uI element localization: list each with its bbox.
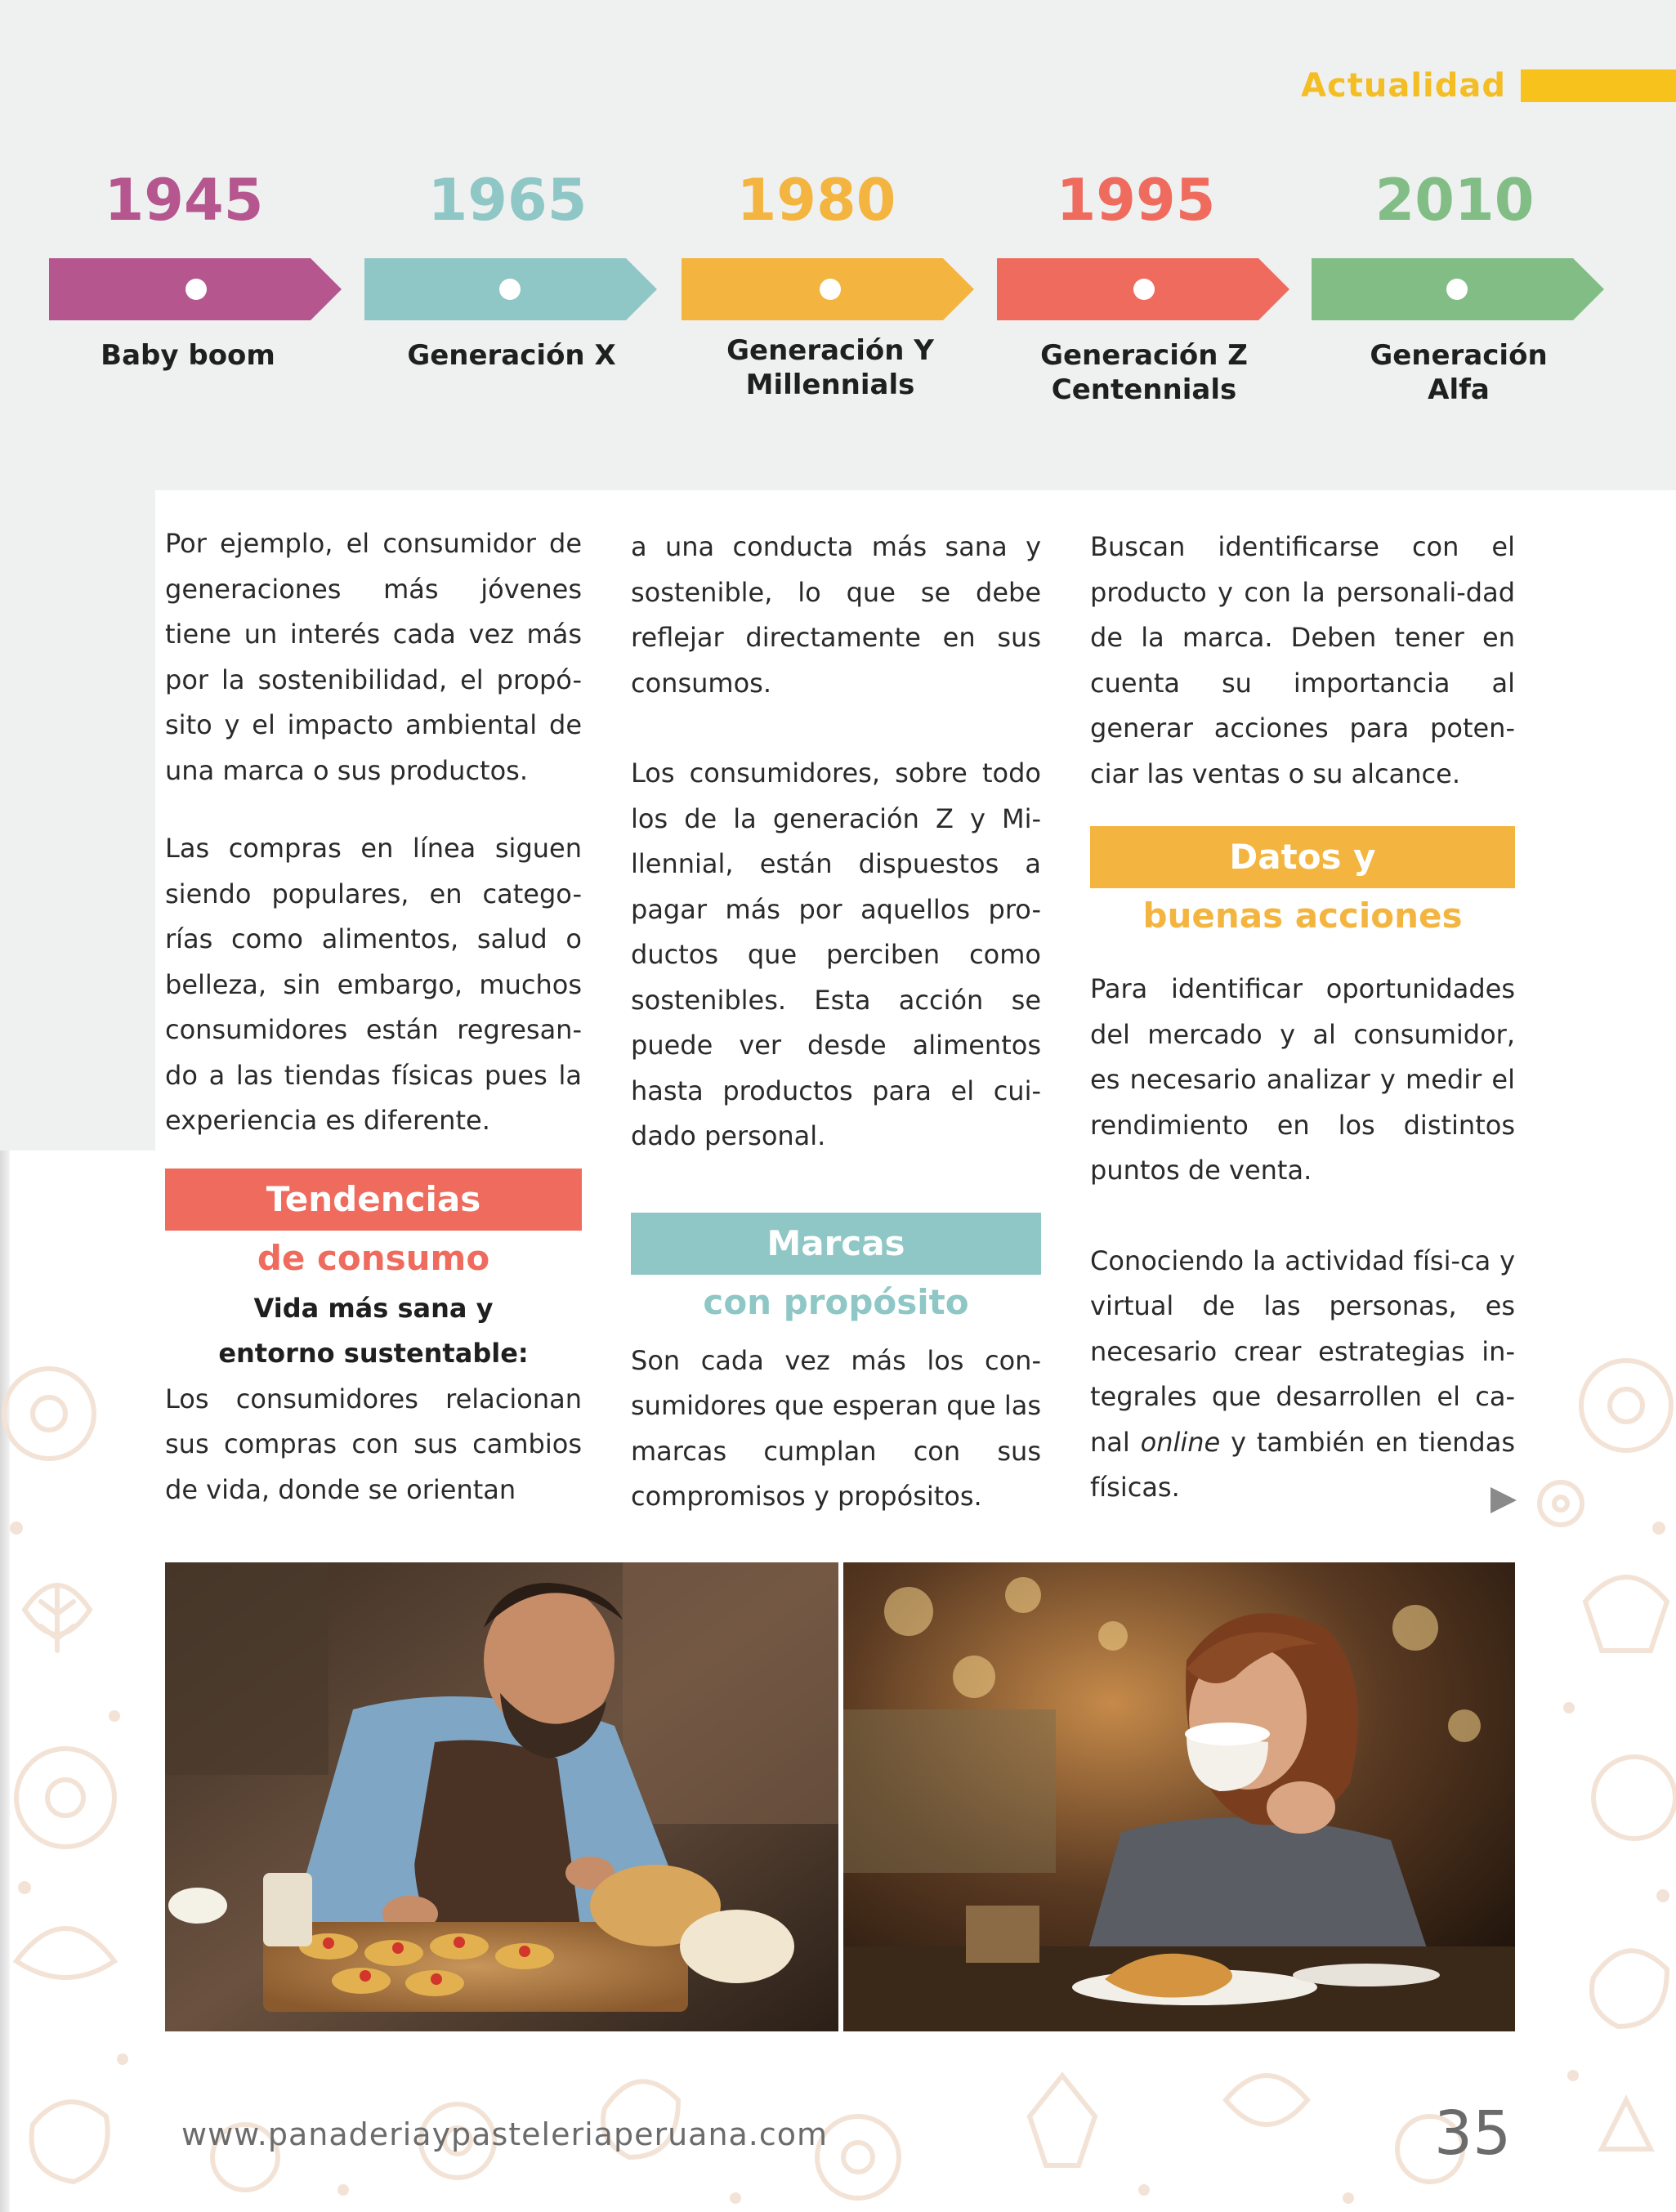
photo-woman-drinking-coffee (843, 1562, 1515, 2031)
heading-top: Tendencias (165, 1169, 582, 1231)
timeline-label: Generación Alfa (1370, 339, 1548, 406)
timeline-year: 1980 (736, 167, 896, 234)
text-column-1 (165, 521, 582, 1513)
side-panel (0, 490, 155, 1151)
paragraph: Por ejemplo, el consumidor de generaciones más jóvenes tiene un interés cada vez más por la sostenibilidad, el propó-sito y el impacto ambiental de una marca o sus productos. (165, 528, 582, 786)
heading-marcas-con-proposito (631, 1213, 1041, 1330)
timeline-arrow (682, 258, 976, 320)
timeline-year: 1995 (1056, 167, 1216, 234)
heading-tendencias-de-consumo (165, 1169, 582, 1286)
timeline-year: 2010 (1374, 167, 1535, 234)
continue-arrow-icon (1489, 1486, 1518, 1515)
timeline-year: 1945 (104, 167, 264, 234)
heading-bottom: buenas acciones (1142, 896, 1463, 936)
timeline-label: Generación Z Centennials (1040, 339, 1248, 406)
paragraph: Para identificar oportunidades del mercado y al consumidor, es necesario analizar y medir el rendimiento en los distintos puntos de venta. (1090, 973, 1515, 1186)
timeline-year: 1965 (427, 167, 588, 234)
timeline-label: Generación X (407, 339, 616, 372)
heading-bottom: con propósito (703, 1281, 969, 1322)
timeline-arrow (997, 258, 1291, 320)
section-label: Actualidad (1301, 67, 1506, 105)
heading-bottom: de consumo (257, 1237, 490, 1278)
timeline-label: Generación Y Millennials (726, 334, 934, 401)
subheading-bold: Vida más sana y entorno sustentable: (218, 1292, 529, 1369)
paragraph: Los consumidores, sobre todo los de la generación Z y Mi-llennial, están dispuestos a pagar más por aquellos pro-ductos que perciben como sostenibles. Esta acción se puede ver desde alimentos hasta productos para el cui-dado personal. (631, 757, 1041, 1151)
text-column-2 (631, 525, 1041, 1520)
timeline-label: Baby boom (101, 339, 275, 372)
timeline-arrow (49, 258, 343, 320)
website-url: www.panaderiaypasteleriaperuana.com (181, 2116, 829, 2152)
paragraph: Los consumidores relacionan sus compras con sus cambios de vida, donde se orientan (165, 1383, 582, 1505)
paragraph: Las compras en línea siguen siendo populares, en catego-rías como alimentos, salud o belleza, sin embargo, muchos consumidores están regresan-do a las tiendas físicas pues la experiencia es diferente. (165, 833, 582, 1136)
paragraph: Buscan identificarse con el producto y con la personali-dad de la marca. Deben tener en cuenta su importancia al generar acciones para poten-ciar las ventas o su alcance. (1090, 531, 1515, 789)
heading-top: Marcas (631, 1213, 1041, 1275)
heading-top: Datos y (1090, 826, 1515, 888)
paragraph: Son cada vez más los con-sumidores que esperan que las marcas cumplan con sus compromisos y propósitos. (631, 1344, 1041, 1512)
generations-timeline (0, 0, 1676, 490)
page-number: 35 (1434, 2098, 1512, 2169)
text-column-3 (1090, 525, 1515, 1511)
photo-chef-preparing-food (165, 1562, 838, 2031)
paragraph: a una conducta más sana y sostenible, lo que se debe reflejar directamente en sus consumos. (631, 531, 1041, 699)
timeline-arrow (1312, 258, 1606, 320)
paragraph: Conociendo la actividad físi-ca y virtual de las personas, es necesario crear estrategias in-tegrales que desarrollen el ca-nal online y también en tiendas físicas. (1090, 1245, 1516, 1503)
heading-datos-y-buenas-acciones (1090, 826, 1515, 944)
timeline-arrow (364, 258, 659, 320)
